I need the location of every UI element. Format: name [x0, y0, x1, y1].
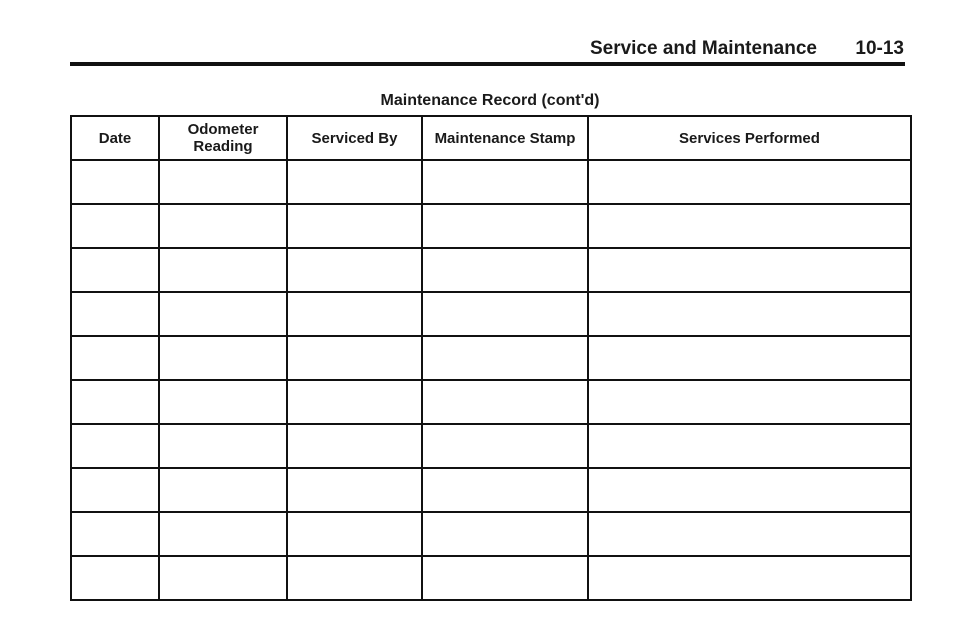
odometer-cell[interactable]	[159, 248, 287, 292]
services-performed-cell[interactable]	[588, 424, 911, 468]
table-header-row	[71, 116, 911, 160]
services-performed-cell[interactable]	[588, 292, 911, 336]
maintenance-stamp-cell[interactable]	[422, 336, 588, 380]
serviced-by-cell[interactable]	[287, 468, 422, 512]
serviced-by-cell[interactable]	[287, 292, 422, 336]
maintenance-stamp-cell[interactable]	[422, 160, 588, 204]
section-title: Service and Maintenance	[589, 38, 817, 59]
date-cell[interactable]	[71, 204, 159, 248]
date-cell[interactable]	[71, 424, 159, 468]
column-header-odometer-reading	[159, 116, 287, 160]
header-divider	[70, 62, 905, 66]
services-performed-cell[interactable]	[588, 248, 911, 292]
serviced-by-cell[interactable]	[287, 556, 422, 600]
services-performed-cell[interactable]	[588, 468, 911, 512]
table-row	[71, 556, 911, 600]
odometer-cell[interactable]	[159, 380, 287, 424]
column-header-maintenance-stamp: Maintenance Stamp	[422, 116, 588, 160]
column-header-services-performed: Services Performed	[588, 116, 911, 160]
serviced-by-cell[interactable]	[287, 512, 422, 556]
table-row	[71, 424, 911, 468]
page-header	[70, 38, 905, 62]
date-cell[interactable]	[71, 160, 159, 204]
serviced-by-cell[interactable]	[287, 160, 422, 204]
services-performed-cell[interactable]	[588, 204, 911, 248]
maintenance-stamp-cell[interactable]	[422, 292, 588, 336]
date-cell[interactable]	[71, 380, 159, 424]
services-performed-cell[interactable]	[588, 160, 911, 204]
maintenance-stamp-cell[interactable]	[422, 424, 588, 468]
services-performed-cell[interactable]	[588, 556, 911, 600]
date-cell[interactable]	[71, 512, 159, 556]
page-number: 10-13	[855, 38, 904, 59]
table-row	[71, 160, 911, 204]
odometer-cell[interactable]	[159, 424, 287, 468]
services-performed-cell[interactable]	[588, 336, 911, 380]
date-cell[interactable]	[71, 336, 159, 380]
date-cell[interactable]	[71, 292, 159, 336]
table-row	[71, 380, 911, 424]
serviced-by-cell[interactable]	[287, 424, 422, 468]
table-row	[71, 468, 911, 512]
maintenance-stamp-cell[interactable]	[422, 556, 588, 600]
serviced-by-cell[interactable]	[287, 248, 422, 292]
odometer-cell[interactable]	[159, 512, 287, 556]
serviced-by-cell[interactable]	[287, 204, 422, 248]
table-row	[71, 512, 911, 556]
services-performed-cell[interactable]	[588, 512, 911, 556]
table-row	[71, 248, 911, 292]
table-row	[71, 336, 911, 380]
date-cell[interactable]	[71, 248, 159, 292]
serviced-by-cell[interactable]	[287, 380, 422, 424]
maintenance-stamp-cell[interactable]	[422, 248, 588, 292]
maintenance-stamp-cell[interactable]	[422, 204, 588, 248]
odometer-cell[interactable]	[159, 160, 287, 204]
serviced-by-cell[interactable]	[287, 336, 422, 380]
maintenance-record-table	[70, 115, 912, 601]
maintenance-stamp-cell[interactable]	[422, 380, 588, 424]
column-header-date: Date	[71, 116, 159, 160]
odometer-cell[interactable]	[159, 468, 287, 512]
date-cell[interactable]	[71, 556, 159, 600]
column-header-odometer-label: Odometer Reading	[187, 121, 259, 155]
services-performed-cell[interactable]	[588, 380, 911, 424]
odometer-cell[interactable]	[159, 204, 287, 248]
odometer-cell[interactable]	[159, 556, 287, 600]
maintenance-stamp-cell[interactable]	[422, 512, 588, 556]
table-row	[71, 204, 911, 248]
table-row	[71, 292, 911, 336]
odometer-cell[interactable]	[159, 292, 287, 336]
maintenance-stamp-cell[interactable]	[422, 468, 588, 512]
column-header-serviced-by: Serviced By	[287, 116, 422, 160]
date-cell[interactable]	[71, 468, 159, 512]
odometer-cell[interactable]	[159, 336, 287, 380]
table-title: Maintenance Record (cont'd)	[380, 92, 600, 109]
